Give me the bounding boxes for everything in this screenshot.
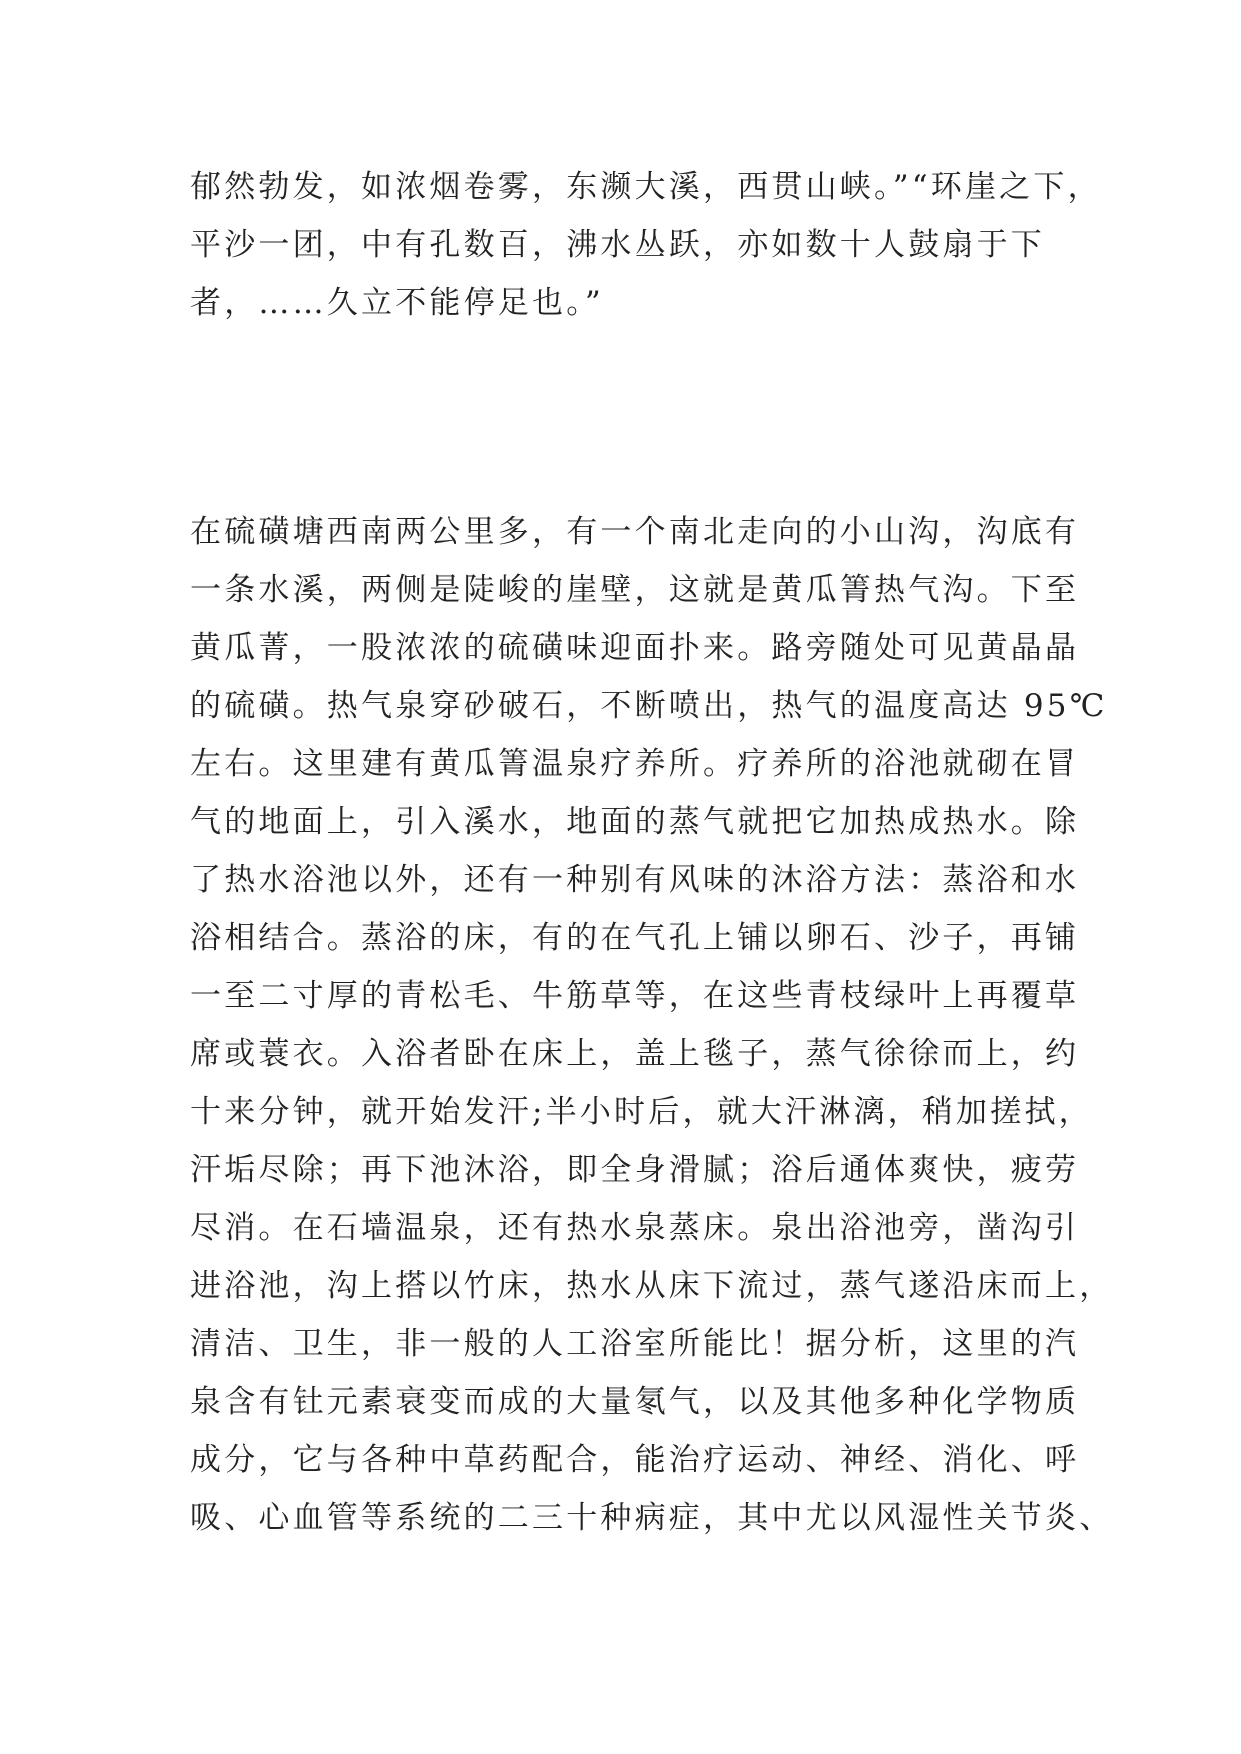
text-line: 左右。这里建有黄瓜箐温泉疗养所。疗养所的浴池就砌在冒 — [190, 746, 1080, 782]
text-line: 郁然勃发，如浓烟卷雾，东濒大溪，西贯山峡。”“环崖之下， — [190, 169, 1102, 205]
text-line: 了热水浴池以外，还有一种别有风味的沐浴方法：蒸浴和水 — [190, 862, 1080, 898]
text-line: 泉含有钍元素衰变而成的大量氡气，以及其他多种化学物质 — [190, 1384, 1080, 1420]
paragraph-quote-continuation — [190, 158, 1102, 332]
paragraph-hot-spring — [190, 503, 1114, 1605]
text-line: 成分，它与各种中草药配合，能治疗运动、神经、消化、呼 — [190, 1442, 1080, 1478]
text-line: 清洁、卫生，非一般的人工浴室所能比！据分析，这里的汽 — [190, 1326, 1080, 1362]
text-line — [190, 1547, 1050, 1605]
text-line: 浴相结合。蒸浴的床，有的在气孔上铺以卵石、沙子，再铺 — [190, 920, 1080, 956]
text-line: 一条水溪，两侧是陡峻的崖壁，这就是黄瓜箐热气沟。下至 — [190, 572, 1080, 608]
text-line: 平沙一团，中有孔数百，沸水丛跃，亦如数十人鼓扇于下 — [190, 227, 1045, 263]
text-line: 在硫磺塘西南两公里多，有一个南北走向的小山沟，沟底有 — [190, 514, 1080, 550]
text-line: 的硫磺。热气泉穿砂破石，不断喷出，热气的温度高达 95℃ — [190, 688, 1108, 724]
text-line: 黄瓜菁，一股浓浓的硫磺味迎面扑来。路旁随处可见黄晶晶 — [190, 630, 1080, 666]
text-line: 尽消。在石墙温泉，还有热水泉蒸床。泉出浴池旁，凿沟引 — [190, 1210, 1080, 1246]
text-line: 进浴池，沟上搭以竹床，热水从床下流过，蒸气遂沿床而上， — [190, 1268, 1114, 1304]
text-line: 席或蓑衣。入浴者卧在床上，盖上毯子，蒸气徐徐而上，约 — [190, 1036, 1080, 1072]
text-line: 者，……久立不能停足也。” — [190, 285, 604, 321]
text-line: 气的地面上，引入溪水，地面的蒸气就把它加热成热水。除 — [190, 804, 1080, 840]
text-line: 十来分钟，就开始发汗;半小时后，就大汗淋漓，稍加搓拭， — [190, 1094, 1093, 1130]
text-line: 汗垢尽除；再下池沐浴，即全身滑腻；浴后通体爽快，疲劳 — [190, 1152, 1080, 1188]
text-line: 吸、心血管等系统的二三十种病症，其中尤以风湿性关节炎、 — [190, 1500, 1114, 1536]
text-line: 一至二寸厚的青松毛、牛筋草等，在这些青枝绿叶上再覆草 — [190, 978, 1080, 1014]
